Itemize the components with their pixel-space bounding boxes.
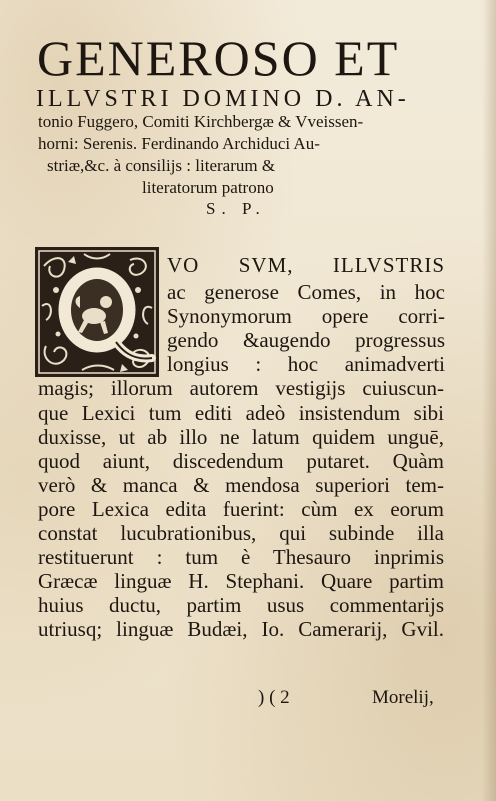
body-line: restituerunt : tum è Thesauro inprimis [38, 545, 444, 569]
body-line: quod aiunt, discedendum putaret. Quàm [38, 449, 444, 473]
body-line: magis; illorum autorem vestigijs cuiuscun- [38, 376, 444, 400]
dedication-line: literatorum patrono [142, 178, 274, 197]
body-line: que Lexici tum editi adeò insistendum sibi [38, 401, 444, 425]
body-line: longius : hoc animadverti [167, 352, 445, 376]
body-line: utriusq; linguæ Budæi, Io. Camerarij, Gvil. [38, 617, 444, 641]
page-gutter-shadow [482, 0, 496, 801]
dedication-line: horni: Serenis. Ferdinando Archiduci Au- [38, 134, 320, 153]
body-line: pore Lexica edita fuerint: cùm ex eorum [38, 497, 444, 521]
ornamental-initial-q-icon [34, 246, 160, 378]
body-line: constat lucubrationibus, qui subinde illa [38, 521, 444, 545]
body-line: huius ductu, partim usus commentarijs [38, 593, 444, 617]
salutation: S. P. [206, 199, 266, 218]
body-line: ac generose Comes, in hoc [167, 280, 445, 304]
body-line: verò & manca & mendosa superiori tem- [38, 473, 444, 497]
dedication-addressee: ILLVSTRI DOMINO D. AN- [36, 86, 410, 112]
body-line: duxisse, ut ab illo ne latum quidem unguē, [38, 425, 444, 449]
body-line: Synonymorum opere corri- [167, 304, 445, 328]
dedication-title: GENEROSO ET [37, 30, 400, 86]
body-line: VO SVM, ILLVSTRIS [167, 253, 445, 277]
dedication-line: tonio Fuggero, Comiti Kirchbergæ & Vveissen- [38, 112, 364, 131]
body-line: Græcæ linguæ H. Stephani. Quare partim [38, 569, 444, 593]
dedication-line: striæ,&c. à consilijs : literarum & [47, 156, 276, 175]
catchword: Morelij, [372, 687, 434, 708]
signature-mark: ) ( 2 [258, 687, 290, 708]
body-line: gendo &augendo progressus [167, 328, 445, 352]
